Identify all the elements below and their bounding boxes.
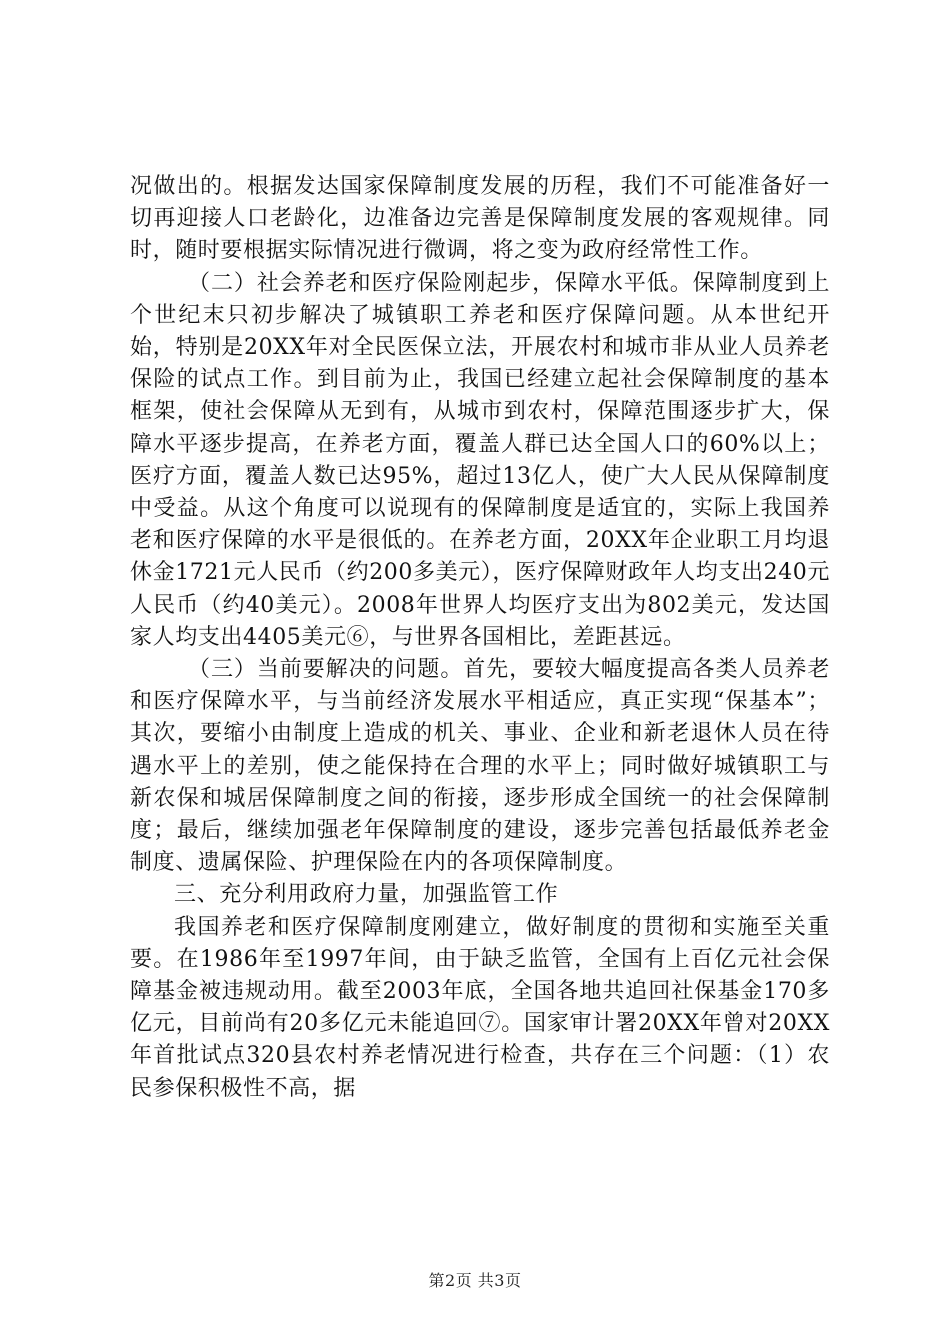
paragraph-section-two: （二）社会养老和医疗保险刚起步，保障水平低。保障制度到上个世纪末只初步解决了城镇职工养老和医疗保障问题。从本世纪开始，特别是20XX年对全民医保立法，开展农村和城市非从业人员养老保险的试点工作。到目前为止，我国已经建立起社会保障制度的基本框架，使社会保障从无到有，从城市到农村，保障范围逐步扩大，保障水平逐步提高，在养老方面，覆盖人群已达全国人口的60%以上；医疗方面，覆盖人数已达95%，超过13亿人，使广大人民从保障制度中受益。从这个角度可以说现有的保障制度是适宜的，实际上我国养老和医疗保障的水平是很低的。在养老方面，20XX年企业职工月均退休金1721元人民币（约200多美元），医疗保障财政年人均支出240元人民币（约40美元）。2008年世界人均医疗支出为802美元，发达国家人均支出4405美元⑥，与世界各国相比，差距甚远。: [130, 270, 830, 650]
paragraph-supervision: 我国养老和医疗保障制度刚建立，做好制度的贯彻和实施至关重要。在1986年至1997年间，由于缺乏监管，全国有上百亿元社会保障基金被违规动用。截至2003年底，全国各地共追回社保基金170多亿元，目前尚有20多亿元未能追回⑦。国家审计署20XX年曾对20XX年首批试点320县农村养老情况进行检查，共存在三个问题：（1）农民参保积极性不高，据: [130, 914, 830, 1101]
document-body: [130, 171, 830, 1105]
page-footer: 第2页 共3页: [428, 1271, 522, 1290]
section-heading: 三、充分利用政府力量，加强监管工作: [174, 882, 559, 908]
paragraph-section-three: （三）当前要解决的问题。首先，要较大幅度提高各类人员养老和医疗保障水平，与当前经济发展水平相适应，真正实现“保基本”；其次，要缩小由制度上造成的机关、事业、企业和新老退休人员在待遇水平上的差别，使之能保持在合理的水平上；同时做好城镇职工与新农保和城居保障制度之间的衔接，逐步形成全国统一的社会保障制度；最后，继续加强老年保障制度的建设，逐步完善包括最低养老金制度、遗属保险、护理保险在内的各项保障制度。: [130, 657, 830, 876]
paragraph-continuation: 况做出的。根据发达国家保障制度发展的历程，我们不可能准备好一切再迎接人口老龄化，边准备边完善是保障制度发展的客观规律。同时，随时要根据实际情况进行微调，将之变为政府经常性工作。: [130, 174, 830, 264]
